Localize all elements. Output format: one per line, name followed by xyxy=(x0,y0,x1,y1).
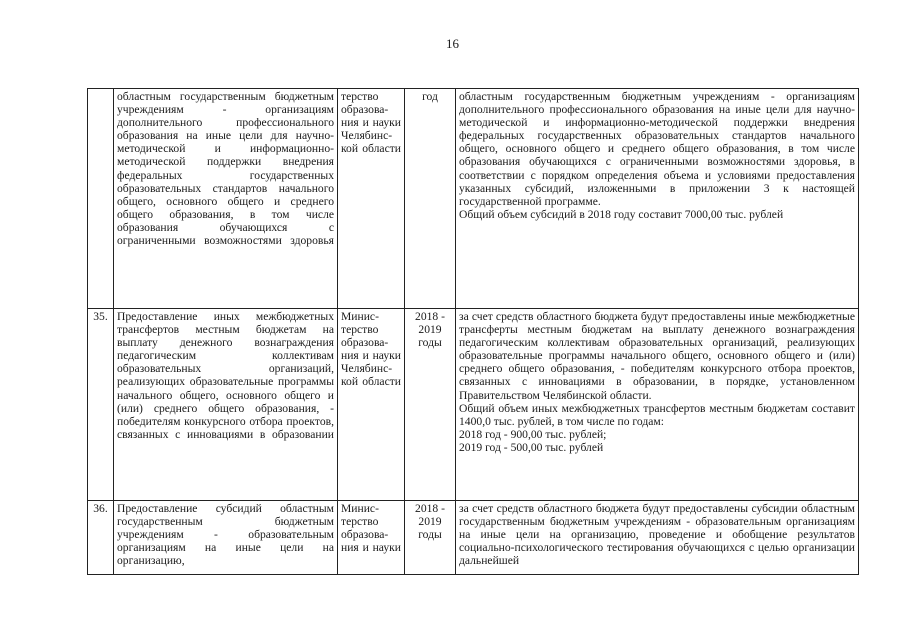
implementation-term: 2018 - 2019 годы xyxy=(405,501,456,575)
responsible-executor: Минис-терство образова-ния и науки Челябинс-кой области xyxy=(338,309,405,501)
expected-results xyxy=(456,89,859,309)
table-row xyxy=(88,89,859,309)
implementation-term: 2018 - 2019 годы xyxy=(405,309,456,501)
expected-results xyxy=(456,309,859,501)
row-number xyxy=(88,89,114,309)
measure-description: областным государственным бюджетным учреждениям - организациям дополнительного профессионального образования на иные цели для научно-методической и информационно-методической поддержки внедрения федеральных государственных образовательных стандартов начального общего, основного общего и среднего общего образования, в том числе образования обучающихся с ограниченными возможностями здоровья xyxy=(114,89,338,309)
program-measures-table xyxy=(87,88,859,575)
table-row xyxy=(88,501,859,575)
responsible-executor: Минис-терство образова-ния и науки xyxy=(338,501,405,575)
responsible-executor: терство образова-ния и науки Челябинс-кой области xyxy=(338,89,405,309)
row-number: 36. xyxy=(88,501,114,575)
implementation-term: год xyxy=(405,89,456,309)
expected-results xyxy=(456,501,859,575)
measure-description: Предоставление субсидий областным государственным бюджетным учреждениям - образовательным организациям на иные цели на организацию, xyxy=(114,501,338,575)
table-row xyxy=(88,309,859,501)
page-number: 16 xyxy=(446,36,459,51)
content-paragraph: за счет средств областного бюджета будут предоставлены иные межбюджетные трансферты местным бюджетам на выплату денежного вознаграждения педагогическим коллективам образовательных организаций, реализующих образовательные программы начального общего, основного общего и (или) среднего общего образования, - победителям конкурсного отбора проектов, связанных с инновациями в образовании, в порядке, установленном Правительством Челябинской области. xyxy=(459,310,855,402)
content-paragraph: 2018 год - 900,00 тыс. рублей; xyxy=(459,427,607,441)
content-paragraph: областным государственным бюджетным учреждениям - организациям дополнительного профессионального образования на иные цели для научно-методической и информационно-методической поддержки внедрения федеральных государственных образовательных стандартов начального общего, основного общего и среднего общего образования, в том числе образования обучающихся с ограниченными возможностями здоровья, в соответствии с порядком определения объема и условиями предоставления указанных субсидий, изложенными в приложении 3 к настоящей государственной программе. xyxy=(459,90,855,208)
content-paragraph: 2019 год - 500,00 тыс. рублей xyxy=(459,440,604,454)
content-paragraph: Общий объем иных межбюджетных трансфертов местным бюджетам составит 1400,0 тыс. рублей, в том числе по годам: xyxy=(459,401,855,428)
content-paragraph: Общий объем субсидий в 2018 году составит 7000,00 тыс. рублей xyxy=(459,207,784,221)
measure-description: Предоставление иных межбюджетных трансфертов местным бюджетам на выплату денежного вознаграждения педагогическим коллективам образовательных организаций, реализующих образовательные программы начального общего, основного общего и (или) среднего общего образования, - победителям конкурсного отбора проектов, связанных с инновациями в образовании xyxy=(114,309,338,501)
content-paragraph: за счет средств областного бюджета будут предоставлены субсидии областным государственным бюджетным учреждениям - образовательным организациям на иные цели на организацию, проведение и обобщение результатов социально-психологического тестирования обучающихся с целью организации дальнейшей xyxy=(459,502,855,568)
row-number: 35. xyxy=(88,309,114,501)
